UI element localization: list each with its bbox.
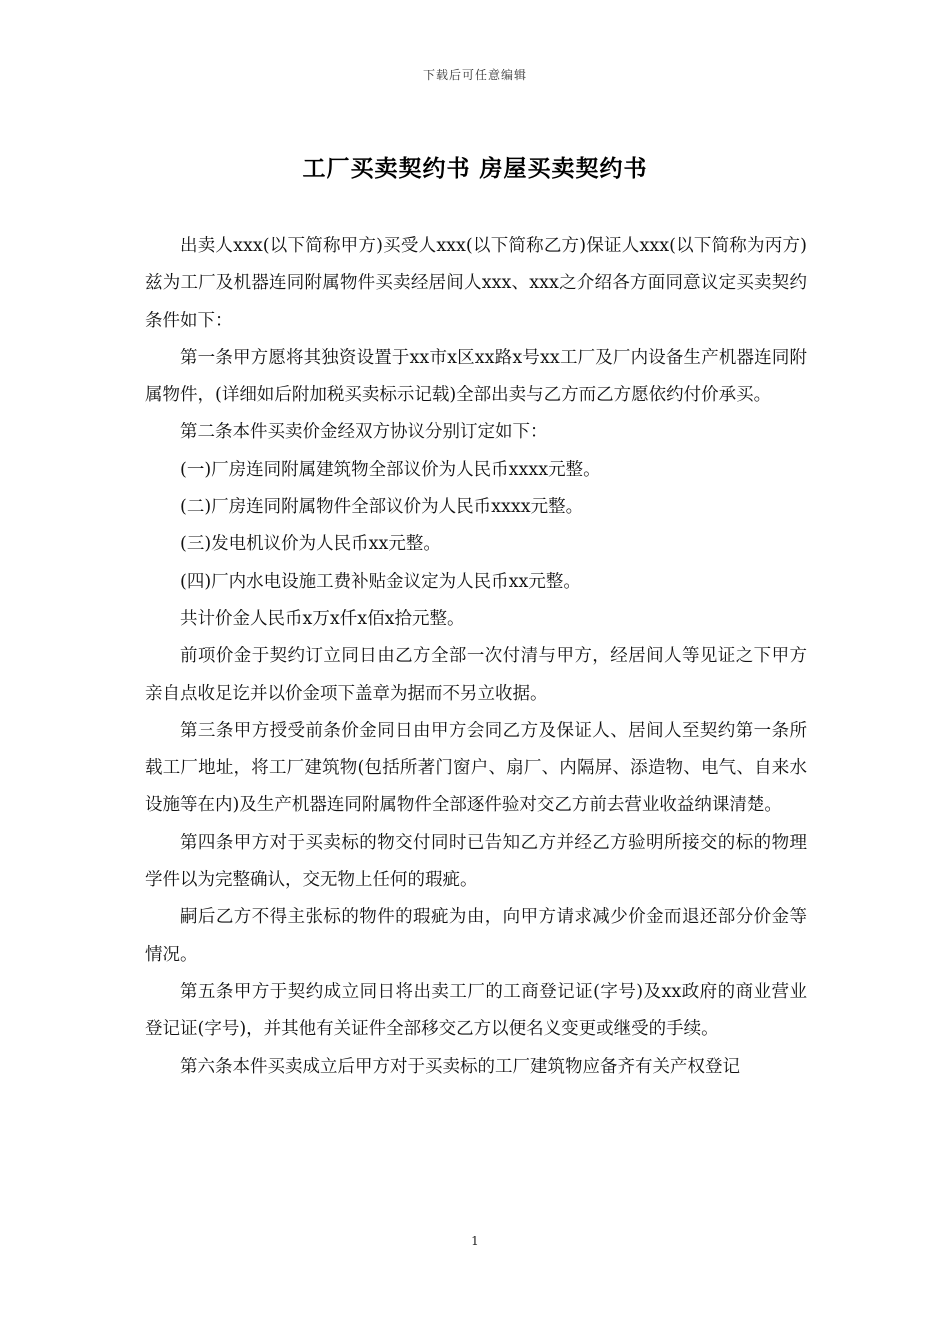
paragraph-article-6: 第六条本件买卖成立后甲方对于买卖标的工厂建筑物应备齐有关产权登记	[180, 1056, 740, 1077]
document-title: 工厂买卖契约书 房屋买卖契约书	[302, 155, 648, 182]
paragraph-price-item-2: (二)厂房连同附属物件全部议价为人民币xxxx元整。	[180, 497, 584, 518]
paragraph-parties: 出卖人xxx(以下简称甲方)买受人xxx(以下简称乙方)保证人xxx(以下简称为丙方)兹为工厂及机器连同附属物件买卖经居间人xxx、xxx之介绍各方面同意议定买卖契约条件如下：	[145, 236, 807, 331]
paragraph-article-4: 第四条甲方对于买卖标的物交付同时已告知乙方并经乙方验明所接交的标的物理学件以为完整确认，交无物上任何的瑕疵。	[145, 832, 807, 891]
download-note: 下载后可任意编辑	[422, 68, 527, 82]
paragraph-article-2: 第二条本件买卖价金经双方协议分别订定如下：	[180, 422, 548, 443]
paragraph-price-item-3: (三)发电机议价为人民币xx元整。	[180, 534, 441, 555]
paragraph-defects: 嗣后乙方不得主张标的物件的瑕疵为由，向甲方请求减少价金而退还部分价金等情况。	[145, 907, 807, 965]
paragraph-article-1: 第一条甲方愿将其独资设置于xx市x区xx路x号xx工厂及厂内设备生产机器连同附属物件，(详细如后附加税买卖标示记载)全部出卖与乙方而乙方愿依约付价承买。	[145, 347, 807, 406]
paragraph-price-total: 共计价金人民币x万x仟x佰x拾元整。	[180, 608, 465, 629]
paragraph-price-item-1: (一)厂房连同附属建筑物全部议价为人民币xxxx元整。	[180, 459, 601, 480]
paragraph-article-3: 第三条甲方授受前条价金同日由甲方会同乙方及保证人、居间人至契约第一条所载工厂地址，将工厂建筑物(包括所著门窗户、扇厂、内隔屏、添造物、电气、自来水设施等在内)及生产机器连同附属物件全部逐件验对交乙方前去营业收益纳课清楚。	[145, 720, 807, 816]
page-number: 1	[471, 1234, 479, 1248]
paragraph-price-item-4: (四)厂内水电设施工费补贴金议定为人民币xx元整。	[180, 571, 581, 592]
paragraph-article-5: 第五条甲方于契约成立同日将出卖工厂的工商登记证(字号)及xx政府的商业营业登记证(字号)，并其他有关证件全部移交乙方以便名义变更或继受的手续。	[145, 981, 807, 1040]
document-body	[145, 228, 807, 1086]
paragraph-payment: 前项价金于契约订立同日由乙方全部一次付清与甲方，经居间人等见证之下甲方亲自点收足讫并以价金项下盖章为据而不另立收据。	[145, 646, 807, 704]
